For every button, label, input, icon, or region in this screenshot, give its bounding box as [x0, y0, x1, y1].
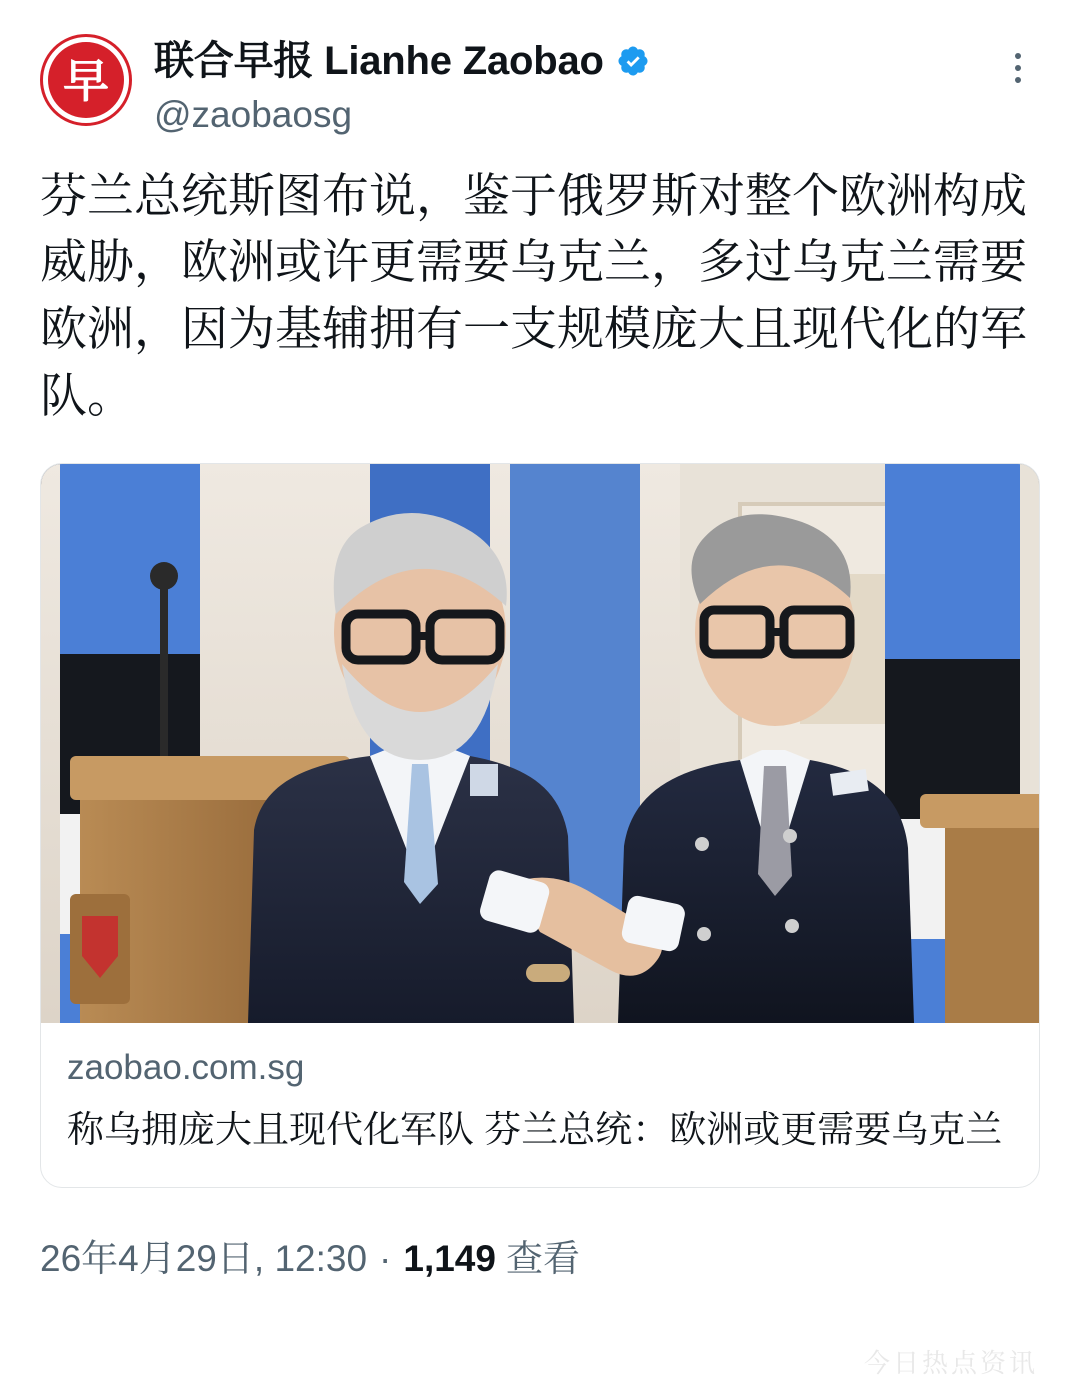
meta-separator: · — [379, 1238, 392, 1280]
tweet-timestamp: 26年4月29日, 12:30 — [40, 1238, 368, 1280]
card-image[interactable] — [41, 464, 1039, 1023]
avatar[interactable] — [40, 34, 132, 126]
views-label: 查看 — [505, 1238, 580, 1280]
account-handle[interactable]: @zaobaosg — [154, 94, 353, 135]
account-display-name[interactable]: 联合早报 Lianhe Zaobao — [154, 39, 604, 83]
more-dot — [1015, 77, 1021, 83]
watermark: 今日热点资讯 — [863, 1348, 1038, 1378]
avatar-glyph: 早 — [63, 54, 109, 108]
more-options-icon[interactable] — [996, 46, 1040, 90]
display-name-row — [154, 38, 650, 84]
view-count: 1,149 — [403, 1238, 496, 1280]
more-dot — [1015, 65, 1021, 71]
card-body — [41, 1023, 1039, 1187]
tweet-header — [40, 34, 1040, 137]
avatar-disc — [48, 42, 124, 118]
tweet-meta — [40, 1228, 1040, 1282]
link-preview-card[interactable] — [40, 463, 1040, 1188]
card-title: 称乌拥庞大且现代化军队 芬兰总统：欧洲或更需要乌克兰 — [67, 1109, 1003, 1151]
tweet-text: 芬兰总统斯图布说，鉴于俄罗斯对整个欧洲构成威胁，欧洲或许更需要乌克兰，多过乌克兰需要欧洲，因为基辅拥有一支规模庞大且现代化的军队。 — [40, 168, 1027, 422]
verified-badge-icon — [616, 44, 650, 78]
card-domain: zaobao.com.sg — [67, 1048, 305, 1088]
more-dot — [1015, 53, 1021, 59]
account-names — [154, 34, 650, 137]
